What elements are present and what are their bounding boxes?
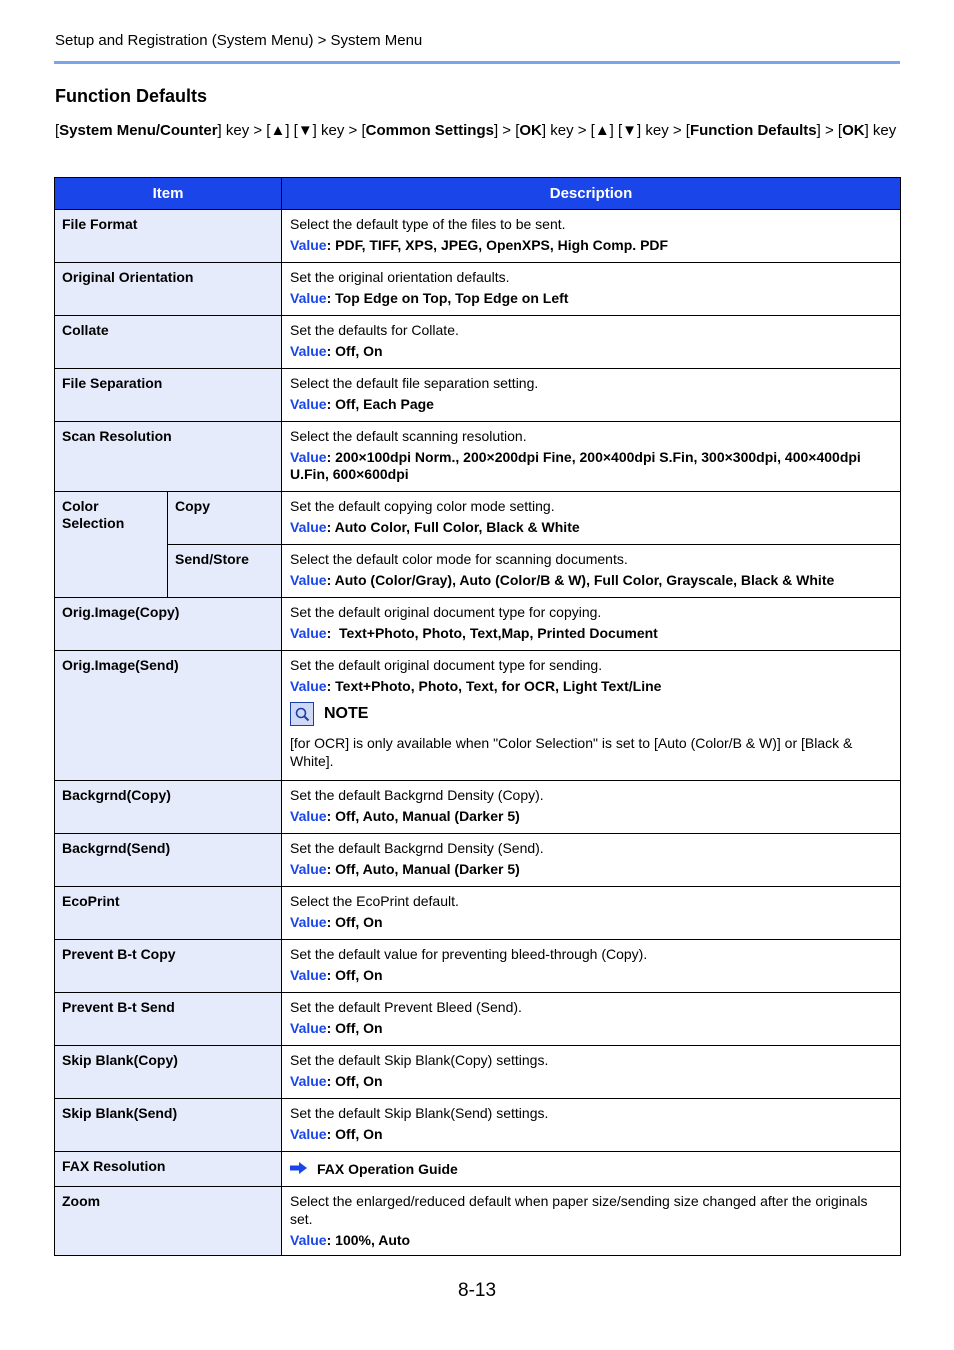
item-cell: Prevent B-t Copy — [55, 940, 282, 993]
table-row — [55, 887, 901, 940]
table-row — [55, 422, 901, 492]
value-line: Value: Off, On — [290, 1020, 383, 1036]
value-key: Value — [290, 967, 327, 983]
description-cell — [282, 210, 901, 263]
value-line: Value: Off, On — [290, 1126, 383, 1142]
value-line: Value: Off, On — [290, 343, 383, 359]
description-cell — [282, 651, 901, 781]
item-cell: File Format — [55, 210, 282, 263]
value-text: 100%, Auto — [335, 1232, 411, 1248]
table-row — [55, 993, 901, 1046]
value-key: Value — [290, 678, 327, 694]
value-line: Value: Off, On — [290, 1073, 383, 1089]
value-key: Value — [290, 1232, 327, 1248]
item-cell: Collate — [55, 316, 282, 369]
description-cell — [282, 263, 901, 316]
table-header-row — [55, 178, 901, 210]
value-text: 200×100dpi Norm., 200×200dpi Fine, 200×400dpi S.Fin, 300×300dpi, 400×400dpi U.Fin, 600×600dpi — [290, 449, 861, 482]
path-key: Function Defaults — [689, 122, 817, 139]
breadcrumb: Setup and Registration (System Menu) > System Menu — [55, 32, 423, 49]
description-cell — [282, 887, 901, 940]
value-text: Auto (Color/Gray), Auto (Color/B & W), Full Color, Grayscale, Black & White — [334, 572, 835, 588]
value-key: Value — [290, 1073, 327, 1089]
table-row — [55, 369, 901, 422]
description-cell — [282, 598, 901, 651]
page-title: Function Defaults — [55, 86, 207, 106]
description-text: Set the default Backgrnd Density (Send). — [290, 840, 544, 856]
path-text: ] > [ — [816, 122, 843, 139]
item-cell: EcoPrint — [55, 887, 282, 940]
item-cell: Color Selection — [55, 492, 168, 598]
item-cell: Skip Blank(Send) — [55, 1099, 282, 1152]
value-line: Value: Auto (Color/Gray), Auto (Color/B & W), Full Color, Grayscale, Black & White — [290, 572, 835, 588]
value-text: Off, Auto, Manual (Darker 5) — [335, 808, 520, 824]
value-text: Auto Color, Full Color, Black & White — [334, 519, 580, 535]
description-cell — [282, 316, 901, 369]
description-cell — [282, 545, 901, 598]
description-text: Select the default color mode for scanning documents. — [290, 551, 628, 567]
value-text: Top Edge on Top, Top Edge on Left — [335, 290, 569, 306]
value-key: Value — [290, 625, 327, 641]
value-key: Value — [290, 449, 327, 465]
item-cell: Zoom — [55, 1187, 282, 1256]
value-key: Value — [290, 861, 327, 877]
reference-link[interactable] — [290, 1160, 893, 1178]
description-cell — [282, 1187, 901, 1256]
description-cell — [282, 369, 901, 422]
value-line: Value: Off, Each Page — [290, 396, 434, 412]
table-row — [55, 651, 901, 781]
table-row — [55, 940, 901, 993]
path-text: ] key > [▲] [▼] key > [ — [217, 122, 366, 139]
note-label: NOTE — [324, 705, 369, 722]
item-cell: Prevent B-t Send — [55, 993, 282, 1046]
note-icon — [290, 702, 314, 726]
value-key: Value — [290, 519, 327, 535]
value-text: Text+Photo, Photo, Text,Map, Printed Document — [339, 625, 658, 641]
subitem-cell: Copy — [168, 492, 282, 545]
description-text: Set the default Backgrnd Density (Copy). — [290, 787, 544, 803]
item-cell: Orig.Image(Copy) — [55, 598, 282, 651]
item-cell: Orig.Image(Send) — [55, 651, 282, 781]
value-text: Off, On — [335, 1073, 383, 1089]
value-text: PDF, TIFF, XPS, JPEG, OpenXPS, High Comp. PDF — [335, 237, 669, 253]
value-text: Off, On — [335, 1126, 383, 1142]
value-key: Value — [290, 1126, 327, 1142]
path-key: Common Settings — [365, 122, 494, 139]
value-line: Value: Off, On — [290, 967, 383, 983]
item-cell: Scan Resolution — [55, 422, 282, 492]
path-text: ] > [ — [493, 122, 520, 139]
table-row — [55, 598, 901, 651]
path-key: System Menu/Counter — [59, 122, 218, 139]
table-row — [55, 316, 901, 369]
path-text: ] key — [864, 122, 897, 139]
description-text: Select the default type of the files to be sent. — [290, 216, 566, 232]
description-text: Set the default original document type for sending. — [290, 657, 603, 673]
table-row — [55, 492, 901, 545]
function-defaults-table — [54, 177, 901, 1256]
table-row — [55, 1187, 901, 1256]
item-cell: Backgrnd(Copy) — [55, 781, 282, 834]
value-key: Value — [290, 914, 327, 930]
value-key: Value — [290, 343, 327, 359]
column-header-item: Item — [55, 178, 282, 210]
table-row — [55, 1046, 901, 1099]
description-text: Set the default Prevent Bleed (Send). — [290, 999, 522, 1015]
value-line: Value: PDF, TIFF, XPS, JPEG, OpenXPS, High Comp. PDF — [290, 237, 669, 253]
description-cell — [282, 834, 901, 887]
table-row — [55, 1099, 901, 1152]
description-text: Select the default file separation setting. — [290, 375, 539, 391]
description-cell — [282, 781, 901, 834]
table-row — [55, 545, 901, 598]
path-key: OK — [519, 122, 542, 139]
description-cell — [282, 422, 901, 492]
description-text: Set the default Skip Blank(Send) settings. — [290, 1105, 549, 1121]
value-line: Value: Top Edge on Top, Top Edge on Left — [290, 290, 569, 306]
path-text: [ — [55, 122, 60, 139]
value-text: Off, Auto, Manual (Darker 5) — [335, 861, 520, 877]
item-cell: Skip Blank(Copy) — [55, 1046, 282, 1099]
description-cell — [282, 1152, 901, 1187]
value-line: Value: Text+Photo, Photo, Text, for OCR, Light Text/Line — [290, 678, 662, 694]
item-cell: File Separation — [55, 369, 282, 422]
table-row — [55, 781, 901, 834]
description-text: Set the default original document type for copying. — [290, 604, 602, 620]
table-row — [55, 210, 901, 263]
value-text: Off, Each Page — [335, 396, 434, 412]
description-cell — [282, 492, 901, 545]
item-cell: Backgrnd(Send) — [55, 834, 282, 887]
value-line: Value: Off, Auto, Manual (Darker 5) — [290, 808, 520, 824]
value-text: Text+Photo, Photo, Text, for OCR, Light Text/Line — [335, 678, 662, 694]
subitem-cell: Send/Store — [168, 545, 282, 598]
description-text: Set the default Skip Blank(Copy) settings. — [290, 1052, 549, 1068]
path-text: ] key > [▲] [▼] key > [ — [541, 122, 690, 139]
value-key: Value — [290, 396, 327, 412]
arrow-right-icon — [290, 1160, 307, 1178]
reference-text: FAX Operation Guide — [317, 1161, 458, 1177]
description-text: Select the enlarged/reduced default when paper size/sending size changed after the originals set. — [290, 1193, 868, 1227]
note-text: [for OCR] is only available when "Color Selection" is set to [Auto (Color/B & W)] or [Black & White]. — [290, 735, 853, 769]
description-cell — [282, 1046, 901, 1099]
value-text: Off, On — [335, 343, 383, 359]
description-text: Select the EcoPrint default. — [290, 893, 459, 909]
value-key: Value — [290, 808, 327, 824]
navigation-path — [55, 121, 900, 141]
description-cell — [282, 1099, 901, 1152]
description-cell — [282, 940, 901, 993]
value-key: Value — [290, 572, 327, 588]
item-cell: Original Orientation — [55, 263, 282, 316]
value-text: Off, On — [335, 967, 383, 983]
value-line: Value: Off, Auto, Manual (Darker 5) — [290, 861, 520, 877]
value-key: Value — [290, 237, 327, 253]
table-row — [55, 263, 901, 316]
value-line: Value: Text+Photo, Photo, Text,Map, Printed Document — [290, 625, 658, 641]
description-text: Select the default scanning resolution. — [290, 428, 527, 444]
value-line: Value: 100%, Auto — [290, 1232, 411, 1248]
path-key: OK — [842, 122, 865, 139]
header-rule — [54, 61, 900, 64]
table-row — [55, 834, 901, 887]
description-text: Set the defaults for Collate. — [290, 322, 459, 338]
value-line: Value: 200×100dpi Norm., 200×200dpi Fine, 200×400dpi S.Fin, 300×300dpi, 400×400dpi U.Fin, 600×600dpi — [290, 449, 861, 482]
value-key: Value — [290, 1020, 327, 1036]
value-text: Off, On — [335, 1020, 383, 1036]
value-line: Value: Auto Color, Full Color, Black & White — [290, 519, 580, 535]
table-row — [55, 1152, 901, 1187]
page-number: 8-13 — [458, 1280, 497, 1301]
description-text: Set the default copying color mode setting. — [290, 498, 555, 514]
description-text: Set the default value for preventing bleed-through (Copy). — [290, 946, 648, 962]
value-line: Value: Off, On — [290, 914, 383, 930]
description-text: Set the original orientation defaults. — [290, 269, 510, 285]
value-key: Value — [290, 290, 327, 306]
item-cell: FAX Resolution — [55, 1152, 282, 1187]
column-header-description: Description — [282, 178, 901, 210]
note-heading — [290, 702, 893, 726]
description-cell — [282, 993, 901, 1046]
value-text: Off, On — [335, 914, 383, 930]
